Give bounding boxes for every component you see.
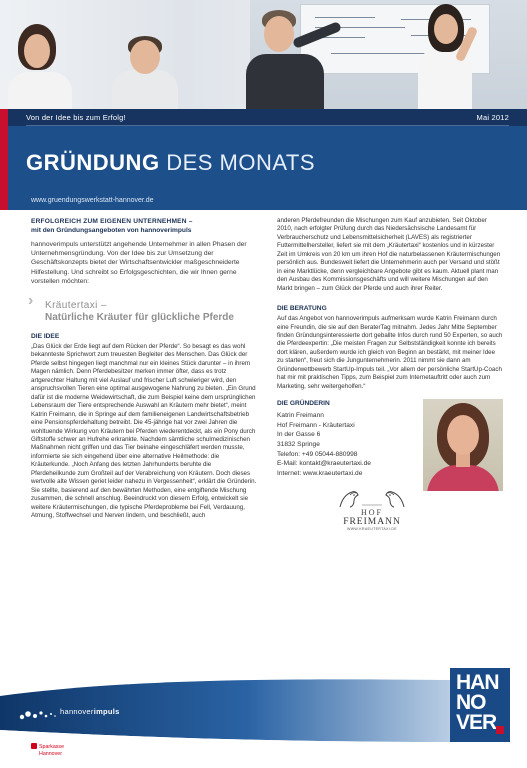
hof-freimann-logo [327,489,417,532]
hof-logo-line3: WWW.KRAEUTERTAXI.DE [347,527,397,532]
intro-text: hannoverimpuls unterstützt angehende Unternehmer in allen Phasen der Unternehmensgründung. Von der Idee bis zur Umsetzung der Geschäftskonzepts bietet der Wirtschaftsentwickler maßgeschneiderte Hilfestellung. Und schreibt so Erfolgsgeschichten, die wir Ihnen gerne vorstellen möchten: [31,241,247,285]
founder-phone: Telefon: +49 05044-880998 [277,450,358,458]
issue-date: Mai 2012 [476,113,509,122]
hannover-flag-icon [496,726,504,734]
page-title [26,150,315,176]
company-name: Kräutertaxi – [45,300,107,312]
sparkasse-s-icon [31,743,37,749]
idea-heading: DIE IDEE [31,333,60,341]
left-column [28,217,257,521]
tagline: Von der Idee bis zum Erfolg! [26,113,126,122]
company-slogan: Natürliche Kräuter für glückliche Pferde [45,312,234,324]
title-bold: GRÜNDUNG [26,150,160,175]
hannoverimpuls-logo [60,707,120,716]
founder-company: Hof Freimann - Kräutertaxi [277,421,355,429]
hannoverimpuls-dots-icon [18,708,60,722]
sparkasse-line2: Hannover [39,750,62,757]
continuation-text: anderen Pferdefreunden die Mischungen zum Kauf anzubieten. Seit Oktober 2010, nach erfolgter Prüfung durch das Niedersächsische Landesamt für Verbraucherschutz und Lebensmittelsicherheit (LAVES) als registrierter Futtermittelhersteller, liefert sie mit dem „Kräutertaxi“ kostenlos und in kürzester Zeit im Umkreis von 20 km um ihren Hof die naturbelassenen Kräutermischungen persönlich aus. Bundesweit liefert die Unternehmerin auch per Versand und stößt in eine Marktlücke, denn vergleichbare Angebote gibt es kaum. Aktuell plant man den Ausbau des Kommissionsgeschäfts und will weitere Mischungen auf den Markt bringen – zum Glück der Pferde und auch ihrer Reiter. [277,217,501,292]
intro-subheading: mit den Gründungsangeboten von hannoverimpuls [31,227,192,234]
hannoverimpuls-logo-bold: impuls [93,707,120,716]
horse-heads-icon [332,489,412,509]
footer [0,672,527,768]
hannoverimpuls-logo-light: hannover [60,707,94,716]
founder-web[interactable]: Internet: www.kraeutertaxi.de [277,469,363,477]
hannover-city-logo [450,668,510,742]
top-info-bar [0,109,527,126]
founder-heading: DIE GRÜNDERIN [277,400,330,408]
founder-portrait [423,399,503,491]
founder-street: In der Gasse 6 [277,431,321,439]
founder-city: 31832 Springe [277,440,320,448]
consulting-heading: DIE BERATUNG [277,305,327,313]
company-title [28,292,257,324]
founder-name: Katrin Freimann [277,412,324,420]
intro-heading: ERFOLGREICH ZUM EIGENEN UNTERNEHMEN – [31,218,193,225]
hof-logo-line1: HOF [360,508,383,518]
idea-text: „Das Glück der Erde liegt auf dem Rücken der Pferde“. So besagt es das wohl bekannteste Sprichwort zum treuesten Begleiter des Menschen. Das Glück der Pferde selbst hingegen liegt manchmal nur ein kleines Stück darunter – in ihrem Magen nämlich. Denn Pferdebesitzer merken immer öfter, dass es trotz artgerechter Haltung mit viel Auslauf und frischer Luft schwieriger wird, den anspruchsvollen Tieren eine optimal ausgewogene Nahrung zu bieten. „Ein Grund dafür ist die moderne Weidewirtschaft, die zum Beispiel keine dem ursprünglichen Lebensraum der Tiere entsprechende Auswahl an Kräutern mehr bietet“, meint Katrin Freimann, die in Springe auf dem familieneigenen Landwirtschaftsbetrieb eine Pensionspferdehaltung betreibt. Die 45-jährige hat vor zwei Jahren die wohltuende Wirkung von Kräutern bei Pferden wiederentdeckt, als ein Pony durch Giftstoffe schwer an Hufrehe erkrankte. Nachdem sämtliche schulmedizinischen Maßnahmen nicht griffen und das Tier beinahe eingeschläfert werden musste, informierte sie sich eingehend über eine alternative Heilmethode: die Kräuterkunde. „Noch Anfang des letzten Jahrhunderts beruhte die Pferdeheilkunde zum Großteil auf der Verabreichung von Kräutern. Doch dieses wertvolle alte Wissen geriet leider nahezu in Vergessenheit“, erklärt die Gründerin. Sie stellte, basierend auf den bewährten Methoden, eine entgiftende Mischung zusammen, die schnell anschlug. Beeindruckt von diesem Erfolg, entwickelt sie weitere Kräutermischungen, die typische Pferdeprobleme bei Fell, Verdauung, Atmung, Stoffwechsel und Nerven lindern, und beschließt, auch [31,343,257,520]
consulting-text: Auf das Angebot von hannoverimpuls aufmerksam wurde Katrin Freimann durch eine Freundin, die sie auf den BeraterTag mitnahm. Jedes Jahr Mitte September finden Gründungsinteressierte dort geballte Infos durch rund 50 Experten, so auch die Pferdeexpertin: „Die meisten Fragen zur Selbstständigkeit konnte ich bereits dort klären, außerdem wurde ich gleich von Beginn an bestärkt, mit meiner Idee zu starten“, freut sich die Jungunternehmerin. 2011 nimmt sie dann am Gründerwettbewerb StartUp-Impuls teil. „Vor allem der persönliche StartUp-Coach hat mir mit praktischen Tipps, zum Beispiel zum Internetauftritt oder auch zum Marketing, sehr weitergeholfen.“ [277,315,503,390]
founder-email[interactable]: E-Mail: kontakt@kraeutertaxi.de [277,460,371,468]
title-light: DES MONATS [166,150,316,175]
header-photo [0,0,527,110]
right-column [277,217,503,532]
hannover-logo-line2: NO [456,691,486,714]
website-url: www.gruendungswerkstatt-hannover.de [31,197,154,204]
chevron-right-icon: › [28,292,34,310]
hannover-logo-line3: VER [456,711,497,734]
hannover-logo-line1: HAN [456,671,499,694]
founder-section [277,399,503,532]
sparkasse-logo [31,743,64,757]
title-band [0,126,527,210]
sparkasse-line1: Sparkasse [39,744,65,750]
hof-logo-line2: FREIMANN [343,517,401,528]
